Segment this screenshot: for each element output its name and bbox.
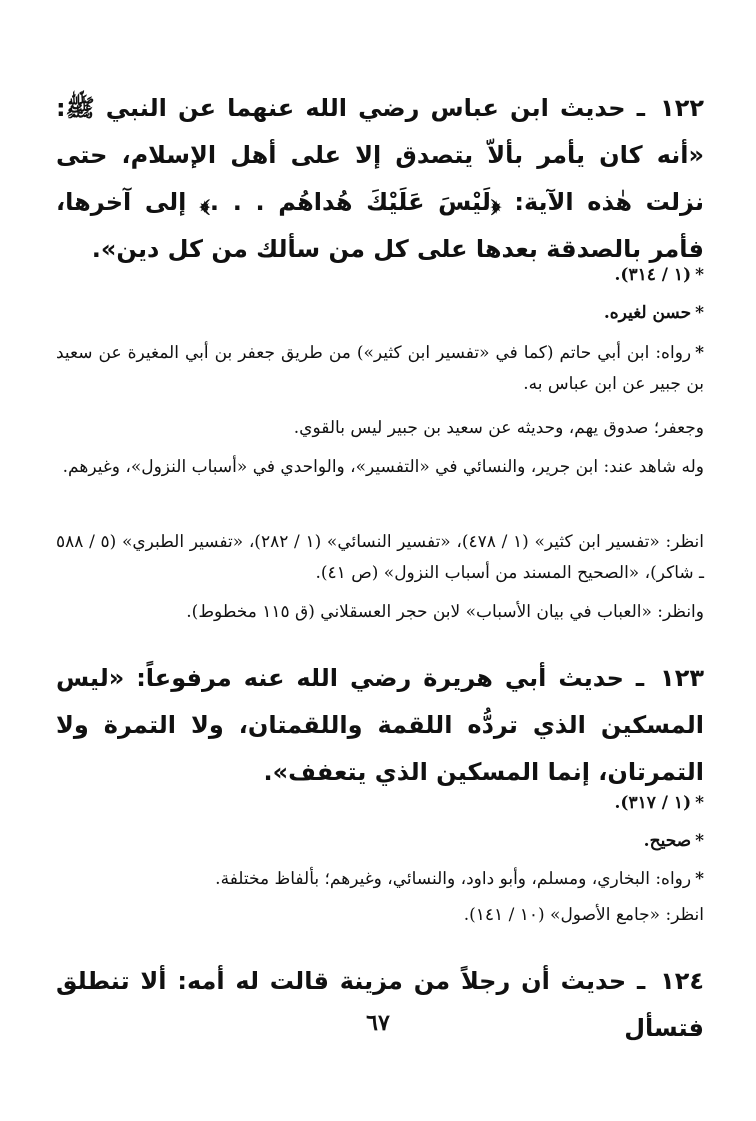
see-also-text: انظر: «تفسير ابن كثير» (١ / ٤٧٨)، «تفسير النسائي» (١ / ٢٨٢)، «تفسير الطبري» (٥ / ٥٨٨ ـ شاكر)، «الصحيح المسند من أسباب النزول» (ص ٤١). [56,532,704,583]
hadith-123 [56,655,704,796]
star-bullet: * [695,831,704,851]
grade-text: صحيح. [643,831,692,851]
see-also-text: انظر: «جامع الأصول» (١٠ / ١٤١). [463,905,704,925]
hadith-number: ١٢٣ [660,664,704,692]
hadith-124 [56,958,704,1052]
see-also-text-2: وانظر: «العباب في بيان الأسباب» لابن حجر العسقلاني (ق ١١٥ مخطوط). [186,602,704,622]
hadith-text: ـ حديث أبي هريرة رضي الله عنه مرفوعاً: «ليس المسكين الذي تردُّه اللقمة واللقمتان، ولا التمرة ولا التمرتان، إنما المسكين الذي يتعفف». [56,664,704,786]
see-also-paragraph-2 [56,597,704,628]
shahid-text: وله شاهد عند: ابن جرير، والنسائي في «التفسير»، والواحدي في «أسباب النزول»، وغيرهم. [62,457,704,477]
narration-text: رواه: ابن أبي حاتم (كما في «تفسير ابن كثير») من طريق جعفر بن أبي المغيرة عن سعيد بن جبير عن ابن عباس به. [56,343,704,394]
narration-paragraph [56,338,704,400]
see-also-paragraph [56,900,704,931]
shahid-paragraph [56,452,704,483]
star-bullet: * [695,793,704,813]
narrator-note-text: وجعفر؛ صدوق يهم، وحديثه عن سعيد بن جبير ليس بالقوي. [293,418,704,438]
hadith-text: ـ حديث أن رجلاً من مزينة قالت له أمه: ألا تنطلق فتسأل [56,967,704,1042]
reference-line [56,788,704,819]
hadith-122 [56,85,704,273]
star-bullet: * [695,265,704,285]
grade-line [56,298,704,329]
page-number: ٦٧ [366,1010,390,1036]
hadith-text: ـ حديث ابن عباس رضي الله عنهما عن النبي ﷺ: «أنه كان يأمر بألاّ يتصدق إلا على أهل الإسلام، حتى نزلت هٰذه الآية: ﴿لَيْسَ عَلَيْكَ هُداهُم . . .﴾ إلى آخرها، فأمر بالصدقة بعدها على كل من سألك من كل دين». [56,94,704,263]
grade-line [56,826,704,857]
hadith-number: ١٢٢ [660,94,704,122]
grade-text: حسن لغيره. [603,303,692,323]
star-bullet: * [695,303,704,323]
narrator-note [56,413,704,444]
hadith-number: ١٢٤ [660,967,705,995]
reference-text: (١ / ٣١٤). [614,265,692,285]
star-bullet: * [695,869,704,889]
reference-line [56,260,704,291]
star-bullet: * [695,343,704,363]
narration-paragraph [56,864,704,895]
see-also-paragraph [56,527,704,589]
reference-text: (١ / ٣١٧). [614,793,692,813]
narration-text: رواه: البخاري، ومسلم، وأبو داود، والنسائي، وغيرهم؛ بألفاظ مختلفة. [215,869,692,889]
